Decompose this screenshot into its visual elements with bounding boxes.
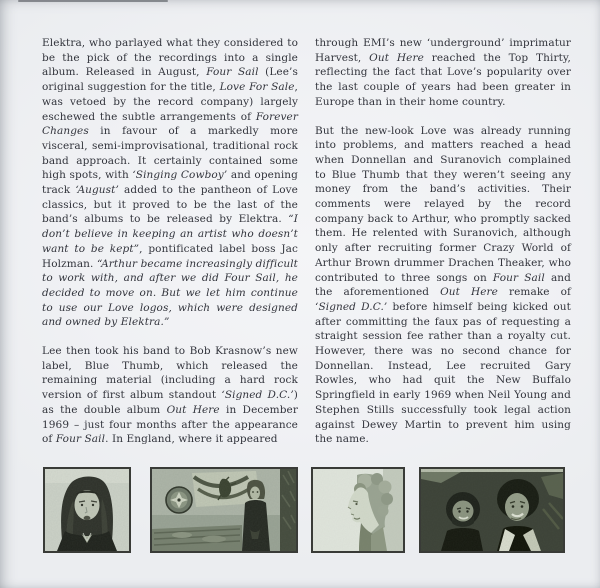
left-column bbox=[42, 36, 298, 461]
right-column bbox=[315, 36, 571, 461]
photo-portrait-illustration bbox=[45, 469, 129, 551]
scan-edge-artifact bbox=[18, 0, 168, 2]
photo-two-smiling-men bbox=[419, 467, 565, 553]
body-text-paragraph: But the new-look Love was already running into problems, and matters reached a head when Donnellan and Suranovich complained to Blue Thumb that they weren’t seeing any money from the band’s activities. Their comments were relayed by the record company back to Arthur, who promptly sacked them. He relented with Suranovich, although only after recruiting former Crazy World of Arthur Brown drummer Drachen Theaker, who contributed to three songs on Four Sail and the aforementioned Out Here remake of ‘Signed D.C.’ before himself being kicked out after committing the faux pas of requesting a straight session fee rather than a royalty cut. However, there was no second chance for Donnellan. Instead, Lee recruited Gary Rowles, who had quit the New Buffalo Springfield in early 1969 when Neil Young and Stephen Stills successfully took legal action against Dewey Martin to prevent him using the name. bbox=[315, 124, 571, 446]
photo-portrait-long-haired-man bbox=[43, 467, 131, 553]
body-text-paragraph: Elektra, who parlayed what they considered to be the pick of the recordings into a single album. Released in August, Four Sail (Lee’s original suggestion for the title, Love For Sale, was vetoed by the record company) largely eschewed the subtle arrangements of Forever Changes in favour of a markedly more visceral, semi-improvisational, traditional rock band approach. It certainly contained some high spots, with ‘Singing Cowboy’ and opening track ‘August’ added to the pantheon of Love classics, but it proved to be the last of the band’s albums to be released by Elektra. “I don’t believe in keeping an artist who doesn’t want to be kept”, pontificated label boss Jac Holzman. “Arthur became increasingly difficult to work with, and after we did Four Sail, he decided to move on. But we let him continue to use our Love logos, which were designed and owned by Elektra.” bbox=[42, 37, 298, 329]
photo-room-illustration bbox=[152, 469, 296, 551]
photo-room-dartboard-banner bbox=[150, 467, 298, 553]
photo-profile-illustration bbox=[313, 469, 403, 551]
body-text-paragraph: Lee then took his band to Bob Krasnow’s new label, Blue Thumb, which released the remaining material (including a hard rock version of first album standout ‘Signed D.C.’) as the double album Out Here in December 1969 – just four months after the appearance of Four Sail. In England, where it appeared bbox=[42, 345, 298, 446]
photo-two-men-illustration bbox=[421, 469, 563, 551]
text-columns bbox=[42, 36, 571, 461]
photo-profile-portrait bbox=[311, 467, 405, 553]
body-text-paragraph: through EMI’s new ‘underground’ imprimatur Harvest, Out Here reached the Top Thirty, reflecting the fact that Love’s popularity over the last couple of years had been greater in Europe than in their home country. bbox=[315, 37, 571, 108]
